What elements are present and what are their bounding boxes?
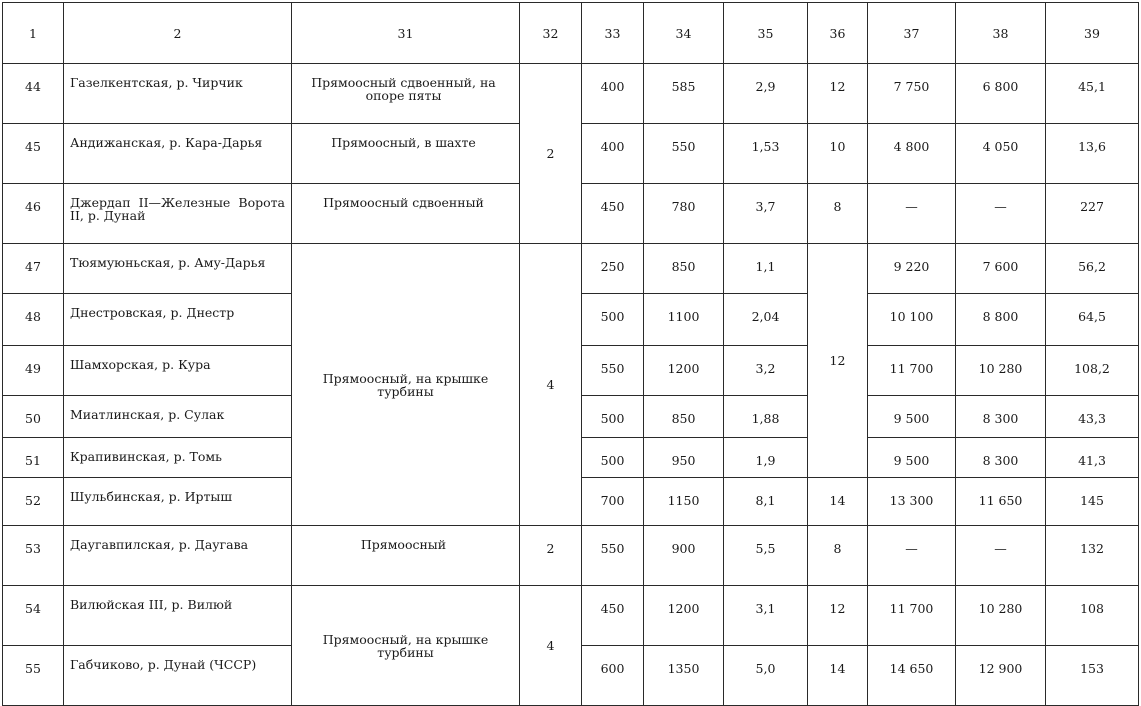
cell-c37: 4 800 <box>868 124 956 184</box>
cell-c35: 3,2 <box>724 346 808 396</box>
cell-c37: 10 100 <box>868 294 956 346</box>
cell-c38: 10 280 <box>956 586 1046 646</box>
cell-c37: 9 500 <box>868 396 956 438</box>
cell-c33: 250 <box>582 244 644 294</box>
cell-c36: 12 <box>808 64 868 124</box>
cell-c38: 8 300 <box>956 438 1046 478</box>
station-name: Газелкентская, р. Чирчик <box>64 64 292 124</box>
cell-c37: 13 300 <box>868 478 956 526</box>
station-name: Миатлинская, р. Сулак <box>64 396 292 438</box>
header-cell: 2 <box>64 3 292 64</box>
blade-count: 4 <box>520 244 582 526</box>
station-name: Шульбинская, р. Иртыш <box>64 478 292 526</box>
cell-c38: 10 280 <box>956 346 1046 396</box>
cell-c34: 950 <box>644 438 724 478</box>
cell-c33: 600 <box>582 646 644 706</box>
header-cell: 32 <box>520 3 582 64</box>
blade-count: 2 <box>520 526 582 586</box>
header-row <box>3 3 1139 64</box>
cell-c35: 1,9 <box>724 438 808 478</box>
row-number: 46 <box>3 184 64 244</box>
cell-c34: 780 <box>644 184 724 244</box>
cell-c37: 14 650 <box>868 646 956 706</box>
cell-c39: 64,5 <box>1046 294 1139 346</box>
station-name: Вилюйская III, р. Вилюй <box>64 586 292 646</box>
row-number: 53 <box>3 526 64 586</box>
station-name: Джердап II—Железные Ворота II, р. Дунай <box>64 184 292 244</box>
cell-c39: 56,2 <box>1046 244 1139 294</box>
cell-c34: 850 <box>644 396 724 438</box>
row-number: 54 <box>3 586 64 646</box>
cell-c37: 11 700 <box>868 346 956 396</box>
cell-c35: 3,7 <box>724 184 808 244</box>
blade-count: 4 <box>520 586 582 706</box>
table-row <box>3 586 1139 646</box>
cell-c38: 6 800 <box>956 64 1046 124</box>
table-row <box>3 526 1139 586</box>
header-cell: 36 <box>808 3 868 64</box>
turbine-type: Прямоосный, в шахте <box>292 124 520 184</box>
cell-c39: 153 <box>1046 646 1139 706</box>
cell-c33: 500 <box>582 294 644 346</box>
cell-c39: 108 <box>1046 586 1139 646</box>
cell-c33: 450 <box>582 586 644 646</box>
table-row <box>3 244 1139 294</box>
cell-c39: 41,3 <box>1046 438 1139 478</box>
cell-c33: 500 <box>582 396 644 438</box>
cell-c37: 7 750 <box>868 64 956 124</box>
row-number: 44 <box>3 64 64 124</box>
row-number: 48 <box>3 294 64 346</box>
cell-c36: 8 <box>808 184 868 244</box>
cell-c39: 108,2 <box>1046 346 1139 396</box>
cell-c38: — <box>956 526 1046 586</box>
cell-c35: 5,5 <box>724 526 808 586</box>
cell-c37: 11 700 <box>868 586 956 646</box>
turbine-type: Прямоосный сдвоенный <box>292 184 520 244</box>
cell-c35: 2,9 <box>724 64 808 124</box>
turbine-type: Прямоосный сдвоенный, на опоре пяты <box>292 64 520 124</box>
station-name: Габчиково, р. Дунай (ЧССР) <box>64 646 292 706</box>
header-cell: 33 <box>582 3 644 64</box>
cell-c39: 227 <box>1046 184 1139 244</box>
cell-c36: 12 <box>808 586 868 646</box>
cell-c33: 500 <box>582 438 644 478</box>
cell-c38: — <box>956 184 1046 244</box>
station-name: Шамхорская, р. Кура <box>64 346 292 396</box>
cell-c37: 9 500 <box>868 438 956 478</box>
cell-c37: 9 220 <box>868 244 956 294</box>
cell-c36: 8 <box>808 526 868 586</box>
header-cell: 34 <box>644 3 724 64</box>
cell-c39: 145 <box>1046 478 1139 526</box>
cell-c33: 700 <box>582 478 644 526</box>
cell-c38: 7 600 <box>956 244 1046 294</box>
row-number: 50 <box>3 396 64 438</box>
row-number: 45 <box>3 124 64 184</box>
cell-c35: 1,53 <box>724 124 808 184</box>
header-cell: 1 <box>3 3 64 64</box>
cell-c35: 3,1 <box>724 586 808 646</box>
turbine-data-table <box>2 2 1139 706</box>
header-cell: 38 <box>956 3 1046 64</box>
header-cell: 39 <box>1046 3 1139 64</box>
header-cell: 35 <box>724 3 808 64</box>
cell-c33: 400 <box>582 64 644 124</box>
cell-c34: 1150 <box>644 478 724 526</box>
cell-c35: 1,1 <box>724 244 808 294</box>
row-number: 49 <box>3 346 64 396</box>
row-number: 51 <box>3 438 64 478</box>
row-number: 47 <box>3 244 64 294</box>
cell-c36: 12 <box>808 244 868 478</box>
station-name: Даугавпилская, р. Даугава <box>64 526 292 586</box>
cell-c33: 450 <box>582 184 644 244</box>
row-number: 52 <box>3 478 64 526</box>
cell-c34: 850 <box>644 244 724 294</box>
cell-c35: 2,04 <box>724 294 808 346</box>
turbine-type: Прямоосный <box>292 526 520 586</box>
cell-c34: 900 <box>644 526 724 586</box>
cell-c38: 8 300 <box>956 396 1046 438</box>
station-name: Днестровская, р. Днестр <box>64 294 292 346</box>
row-number: 55 <box>3 646 64 706</box>
cell-c33: 400 <box>582 124 644 184</box>
table-row <box>3 64 1139 124</box>
turbine-type: Прямоосный, на крышке турбины <box>292 244 520 526</box>
cell-c38: 8 800 <box>956 294 1046 346</box>
cell-c34: 1200 <box>644 586 724 646</box>
cell-c37: — <box>868 526 956 586</box>
cell-c39: 43,3 <box>1046 396 1139 438</box>
cell-c37: — <box>868 184 956 244</box>
header-cell: 37 <box>868 3 956 64</box>
header-cell: 31 <box>292 3 520 64</box>
cell-c36: 14 <box>808 646 868 706</box>
station-name: Андижанская, р. Кара-Дарья <box>64 124 292 184</box>
cell-c38: 12 900 <box>956 646 1046 706</box>
cell-c38: 11 650 <box>956 478 1046 526</box>
cell-c33: 550 <box>582 526 644 586</box>
cell-c39: 132 <box>1046 526 1139 586</box>
cell-c34: 1100 <box>644 294 724 346</box>
station-name: Крапивинская, р. Томь <box>64 438 292 478</box>
cell-c35: 5,0 <box>724 646 808 706</box>
cell-c39: 45,1 <box>1046 64 1139 124</box>
cell-c34: 585 <box>644 64 724 124</box>
turbine-type: Прямоосный, на крышке турбины <box>292 586 520 706</box>
cell-c35: 8,1 <box>724 478 808 526</box>
cell-c38: 4 050 <box>956 124 1046 184</box>
cell-c36: 14 <box>808 478 868 526</box>
cell-c34: 1200 <box>644 346 724 396</box>
station-name: Тюямуюньская, р. Аму-Дарья <box>64 244 292 294</box>
cell-c36: 10 <box>808 124 868 184</box>
cell-c33: 550 <box>582 346 644 396</box>
cell-c35: 1,88 <box>724 396 808 438</box>
cell-c39: 13,6 <box>1046 124 1139 184</box>
cell-c34: 1350 <box>644 646 724 706</box>
cell-c34: 550 <box>644 124 724 184</box>
blade-count: 2 <box>520 64 582 244</box>
